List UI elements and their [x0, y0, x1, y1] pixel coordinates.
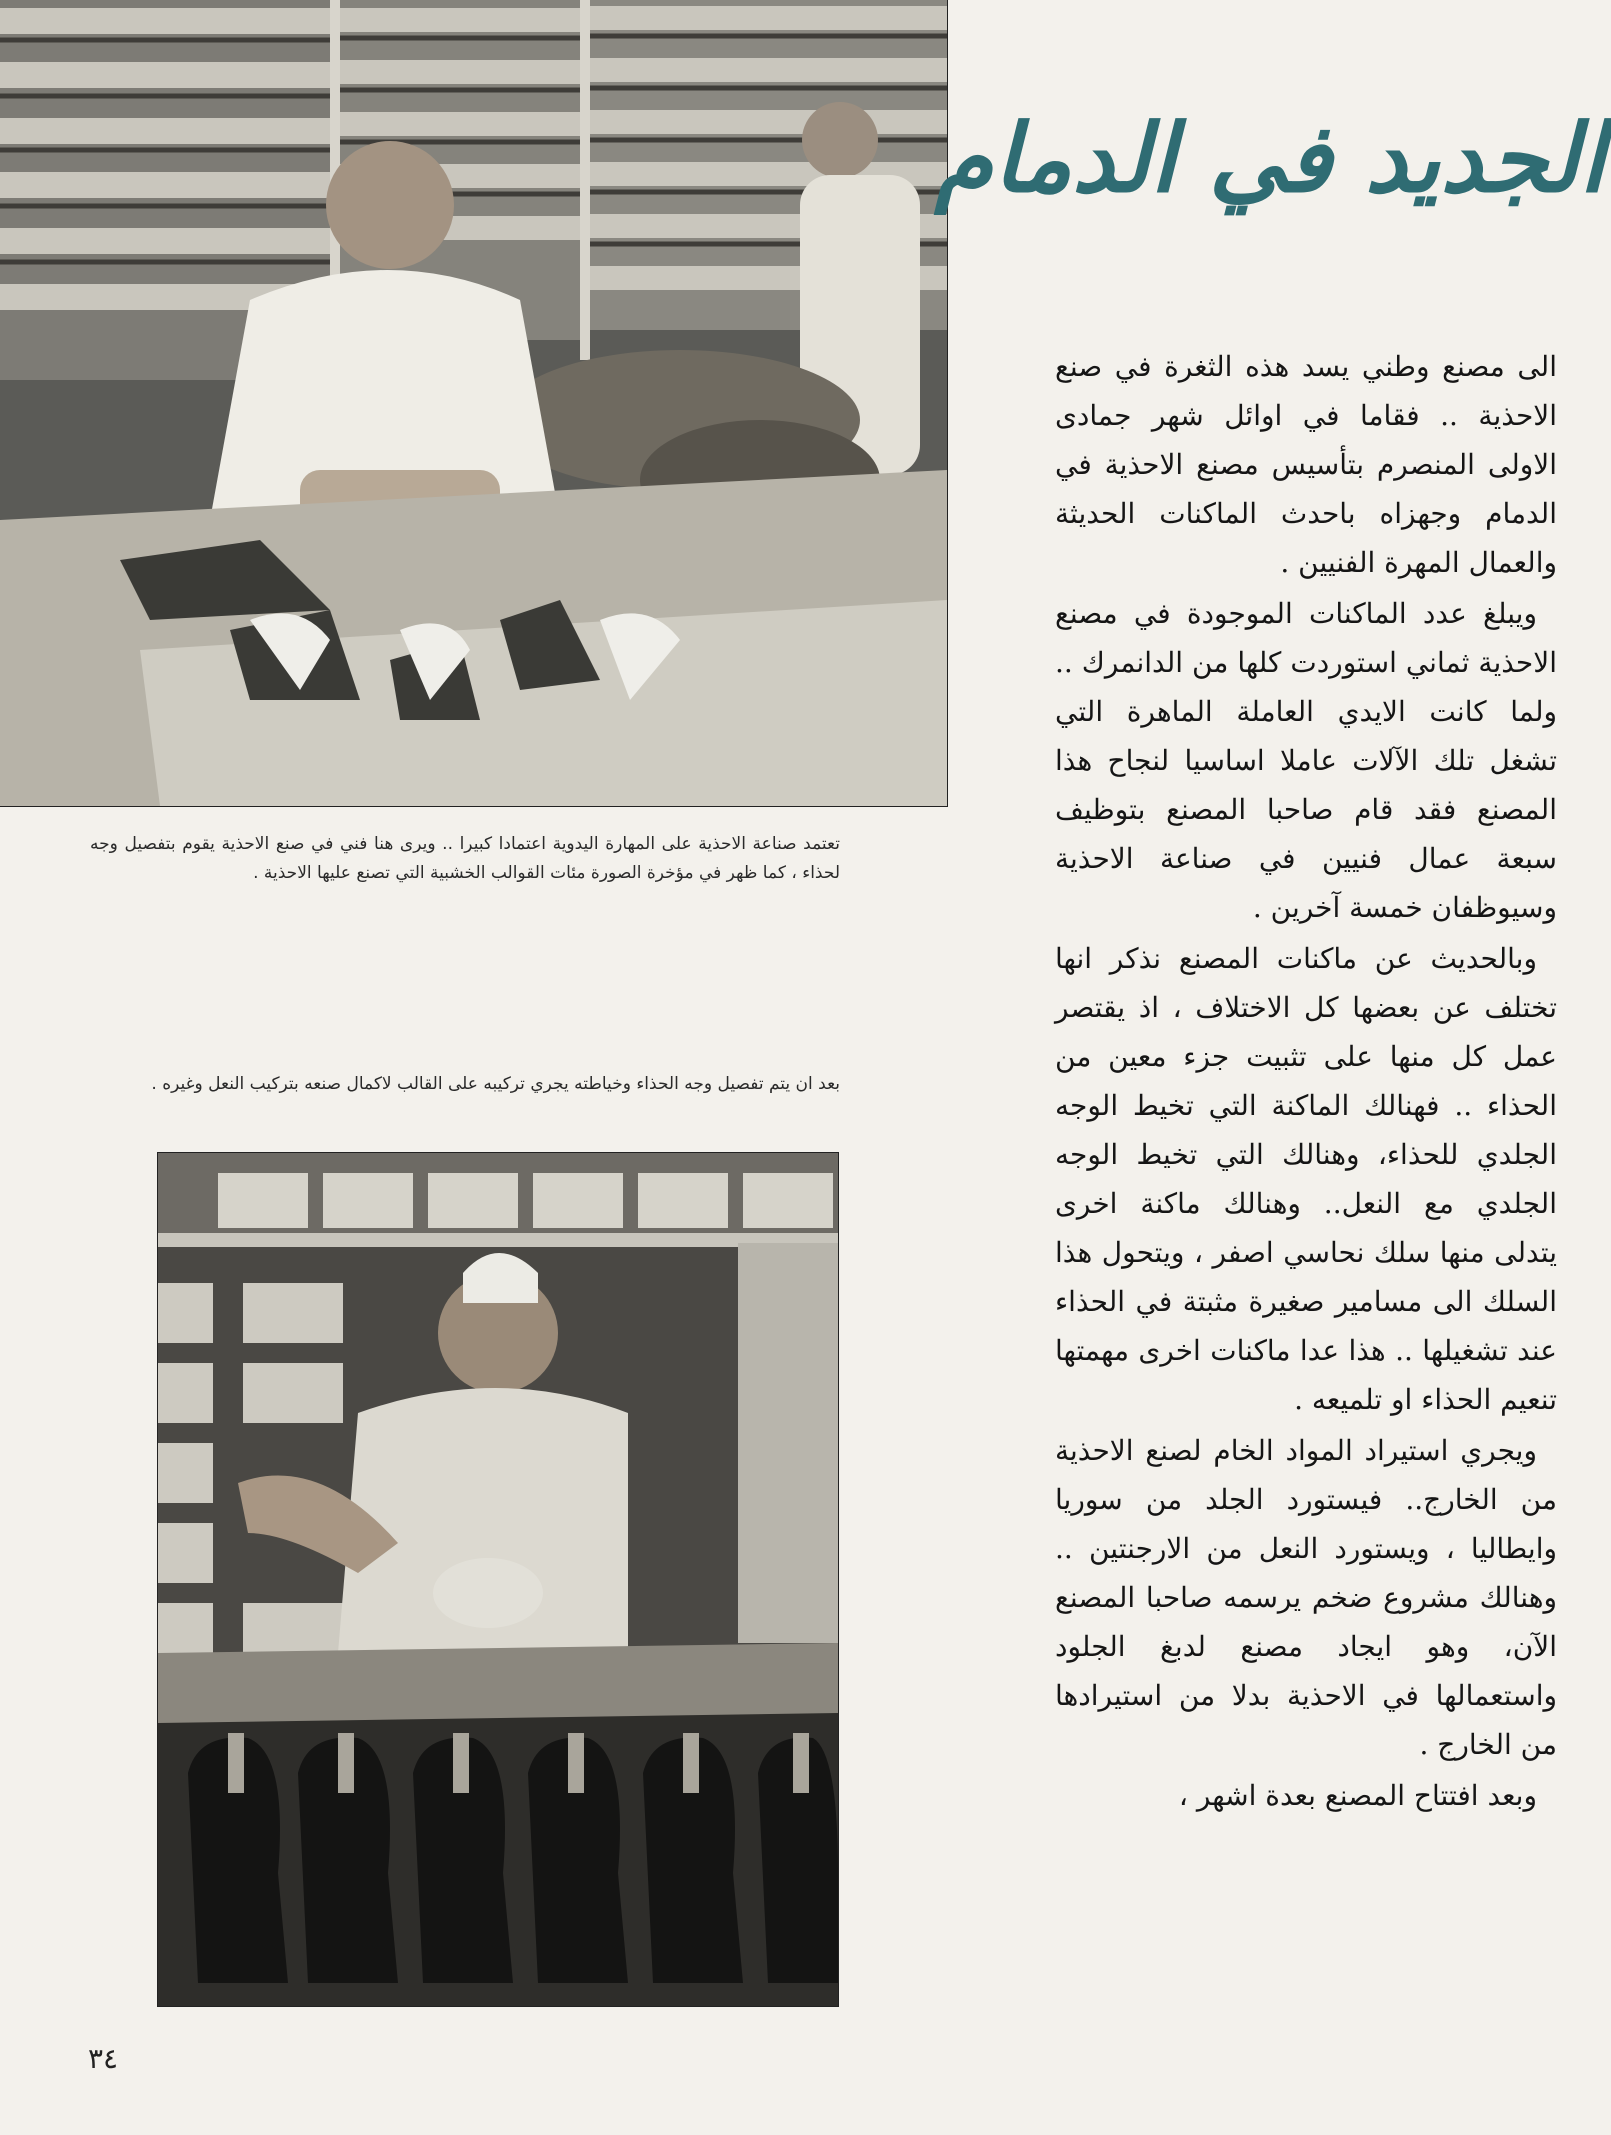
photo-workshop-cutting-image	[0, 0, 947, 806]
photo-workshop-cutting	[0, 0, 948, 807]
article-paragraph: وبالحديث عن ماكنات المصنع نذكر انها تختلف عن بعضها كل الاختلاف ، اذ يقتصر عمل كل منها على تثبيت جزء معين من الحذاء .. فهنالك الماكنة التي تخيط الوجه الجلدي للحذاء، وهنالك التي تخيط الوجه الجلدي مع النعل.. وهنالك ماكنة اخرى يتدلى منها سلك نحاسي اصفر ، ويتحول هذا السلك الى مسامير صغيرة مثبتة في الحذاء عند تشغيلها .. هذا عدا ماكنات اخرى مهمتها تنعيم الحذاء او تلميعه .	[1055, 942, 1558, 1416]
article-paragraph: الى مصنع وطني يسد هذه الثغرة في صنع الاحذية .. فقاما في اوائل شهر جمادى الاولى المنصرم بتأسيس مصنع الاحذية في الدمام وجهزاه باحدث الماكنات الحديثة والعمال المهرة الفنيين .	[1055, 350, 1557, 579]
article-paragraph: وبعد افتتاح المصنع بعدة اشهر ،	[1178, 1779, 1537, 1812]
article-body	[1055, 342, 1557, 1822]
photo-shoe-lasting	[157, 1152, 839, 2007]
photo-shoe-lasting-image	[158, 1153, 838, 2006]
photo-caption-2: بعد ان يتم تفصيل وجه الحذاء وخياطته يجري تركيبه على القالب لاكمال صنعه بتركيب النعل وغيره .	[151, 1074, 840, 1094]
article-title: الجديد في الدمام	[934, 104, 1605, 214]
article-paragraph: ويجري استيراد المواد الخام لصنع الاحذية من الخارج.. فيستورد الجلد من سوريا وايطاليا ، ويستورد النعل من الارجنتين .. وهنالك مشروع ضخم يرسمه صاحبا المصنع الآن، وهو ايجاد مصنع لدبغ الجلود واستعمالها في الاحذية بدلا من استيرادها من الخارج .	[1055, 1434, 1557, 1761]
photo-caption-1: تعتمد صناعة الاحذية على المهارة اليدوية اعتمادا كبيرا .. ويرى هنا فني في صنع الاحذية يقوم بتفصيل وجه لحذاء ، كما ظهر في مؤخرة الصورة مئات القوالب الخشبية التي تصنع عليها الاحذية .	[90, 834, 840, 883]
article-paragraph: ويبلغ عدد الماكنات الموجودة في مصنع الاحذية ثماني استوردت كلها من الدانمرك .. ولما كانت الايدي العاملة الماهرة التي تشغل تلك الآلات عاملا اساسيا لنجاح هذا المصنع فقد قام صاحبا المصنع بتوظيف سبعة عمال فنيين في صناعة الاحذية وسيوظفان خمسة آخرين .	[1055, 597, 1557, 924]
page-number: ٣٤	[88, 2042, 119, 2075]
